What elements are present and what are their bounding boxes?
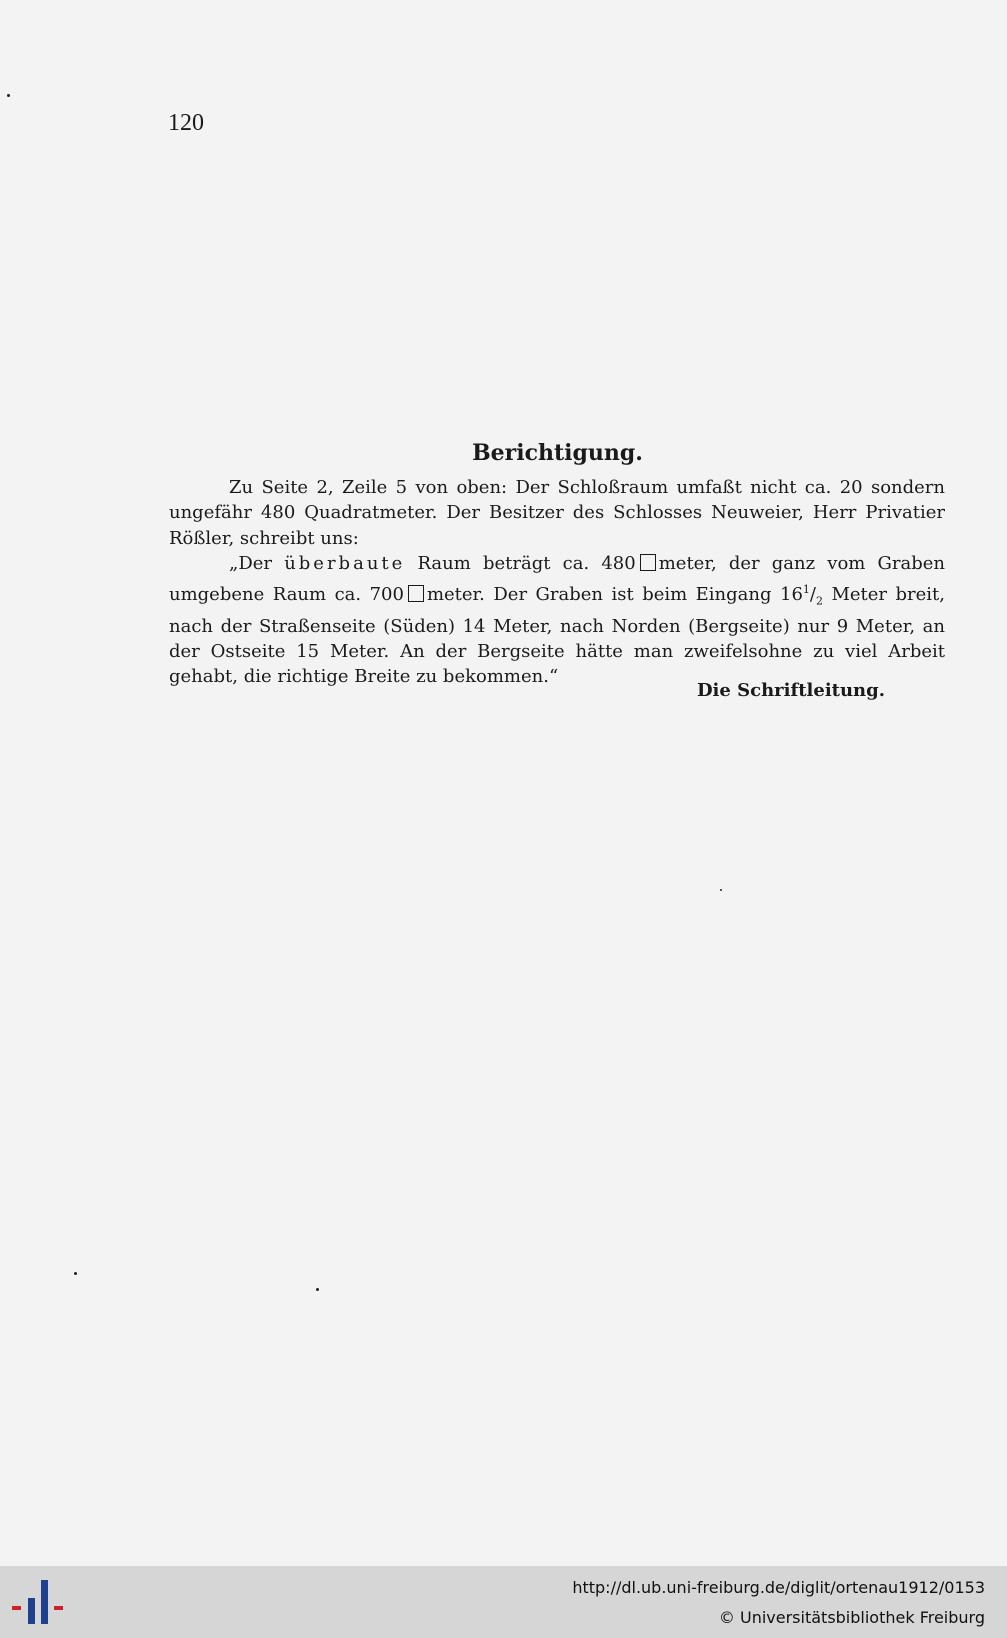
source-url-link[interactable]: http://dl.ub.uni-freiburg.de/diglit/ortenau1912/0153 (572, 1578, 985, 1597)
dust-speck (720, 889, 722, 891)
spaced-word: überbaute (284, 553, 406, 575)
quote-paragraph (169, 551, 945, 690)
dust-speck (316, 1288, 319, 1291)
quote-part-2: meter, der ganz vom Graben umgebene Raum ca. 700 (169, 553, 945, 605)
fraction-numerator: 1 (802, 582, 810, 596)
library-logo-icon (12, 1580, 64, 1628)
copyright-notice: © Universitätsbibliothek Freiburg (718, 1608, 985, 1627)
fraction-denominator: 2 (815, 594, 823, 608)
quote-part-1: Raum beträgt ca. 480 (405, 553, 636, 575)
signature: Die Schriftleitung. (696, 680, 885, 701)
page-number: 120 (168, 110, 204, 136)
correction-paragraph: Zu Seite 2, Zeile 5 von oben: Der Schloßraum umfaßt nicht ca. 20 sondern ungefähr 480 Quadratmeter. Der Besitzer des Schlosses Neuweier, Herr Privatier Rößler, schreibt uns: (169, 477, 945, 549)
dust-speck (74, 1272, 77, 1275)
dust-speck (7, 94, 10, 97)
body-text (169, 475, 945, 690)
quote-open: „Der (229, 553, 285, 575)
heading: Berichtigung. (472, 440, 643, 466)
quote-part-4: Meter breit, nach der Straßenseite (Süden) 14 Meter, nach Norden (Bergseite) nur 9 Meter, an der Ostseite 15 Meter. An der Bergseite hätte man zweifelsohne zu viel Arbeit gehabt, die richtige Breite zu bekommen.“ (169, 583, 945, 688)
footer-bar (0, 1566, 1007, 1638)
fraction-slash: / (809, 583, 816, 605)
square-symbol (408, 585, 424, 602)
quote-part-3: meter. Der Graben ist beim Eingang 16 (426, 583, 803, 605)
square-symbol (640, 554, 656, 571)
